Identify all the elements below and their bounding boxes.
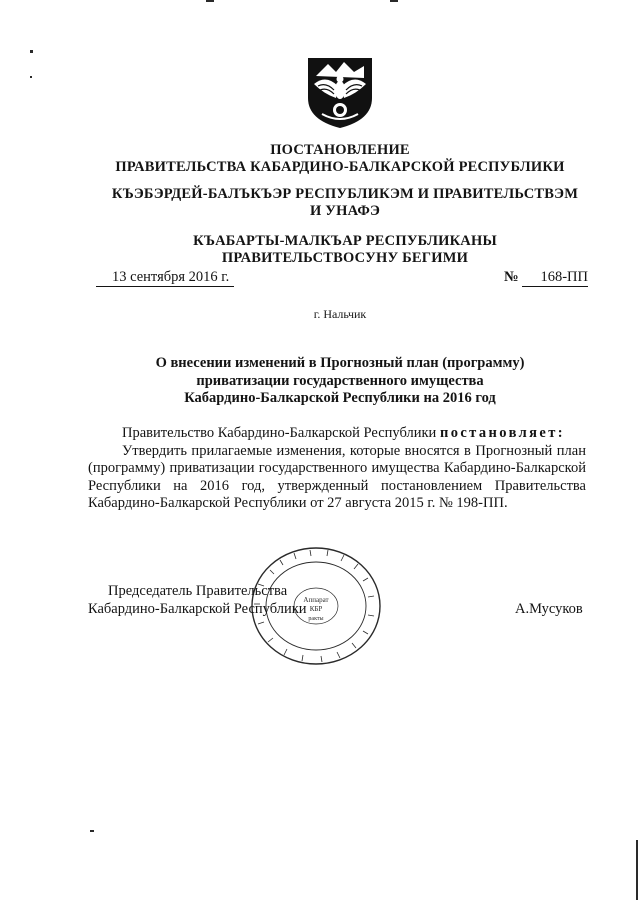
date-text: 13 сентября 2016 г. xyxy=(112,269,230,285)
seal-center-text-3: ракты xyxy=(308,616,324,622)
coat-of-arms-emblem xyxy=(300,54,380,130)
intro-text: Правительство Кабардино-Балкарской Республики xyxy=(122,425,440,441)
signatory-name: А.Мусуков xyxy=(515,601,583,617)
issuer-kabardian: КЪЭБЭРДЕЙ-БАЛЪКЪЭР РЕСПУБЛИКЭМ И ПРАВИТЕЛЬСТВЭМ И УНАФЭ xyxy=(111,186,579,219)
signatory-title-line: Председатель Правительства xyxy=(108,583,288,599)
decree-word: постановляет: xyxy=(439,425,565,441)
signatory-title xyxy=(88,582,307,618)
decree-text: Утвердить прилагаемые изменения, которые вносятся в Прогнозный план (программу) приватизации государственного имущества Кабардино-Балкарской Республики на 2016 год, утвержденный постановлением Правительства Кабардино-Балкарской Республики от 27 августа 2015 г. № 198-ПП. xyxy=(88,442,586,511)
document-type-title: ПОСТАНОВЛЕНИЕ xyxy=(270,142,410,158)
scan-artifact xyxy=(206,0,214,2)
document-number: 168-ПП xyxy=(522,268,588,287)
scan-artifact xyxy=(636,840,638,900)
subject-line: О внесении изменений в Прогнозный план (программу) xyxy=(155,355,525,371)
issuer-russian: ПРАВИТЕЛЬСТВА КАБАРДИНО-БАЛКАРСКОЙ РЕСПУБЛИКИ xyxy=(115,159,565,175)
signatory-title-line: Кабардино-Балкарской Республики xyxy=(88,601,307,617)
number-sign: № xyxy=(504,269,519,285)
scan-artifact xyxy=(90,830,94,832)
seal-center-text-1: Аппарат xyxy=(303,596,329,604)
subject-line: Кабардино-Балкарской Республики на 2016 год xyxy=(184,390,496,406)
subject-line: приватизации государственного имущества xyxy=(196,372,484,389)
scan-artifact xyxy=(390,0,398,2)
document-subject xyxy=(100,355,580,408)
document-body xyxy=(88,425,586,513)
document-date xyxy=(96,268,234,287)
seal-center-text-2: КБР xyxy=(309,605,323,613)
decree-intro xyxy=(88,425,586,443)
scan-artifact xyxy=(30,50,33,53)
issuer-balkar: КЪАБАРТЫ-МАЛКЪАР РЕСПУБЛИКАНЫ ПРАВИТЕЛЬСТВОСУНУ БЕГИМИ xyxy=(193,233,497,266)
scan-artifact xyxy=(30,76,32,78)
city-label: г. Нальчик xyxy=(313,307,367,321)
